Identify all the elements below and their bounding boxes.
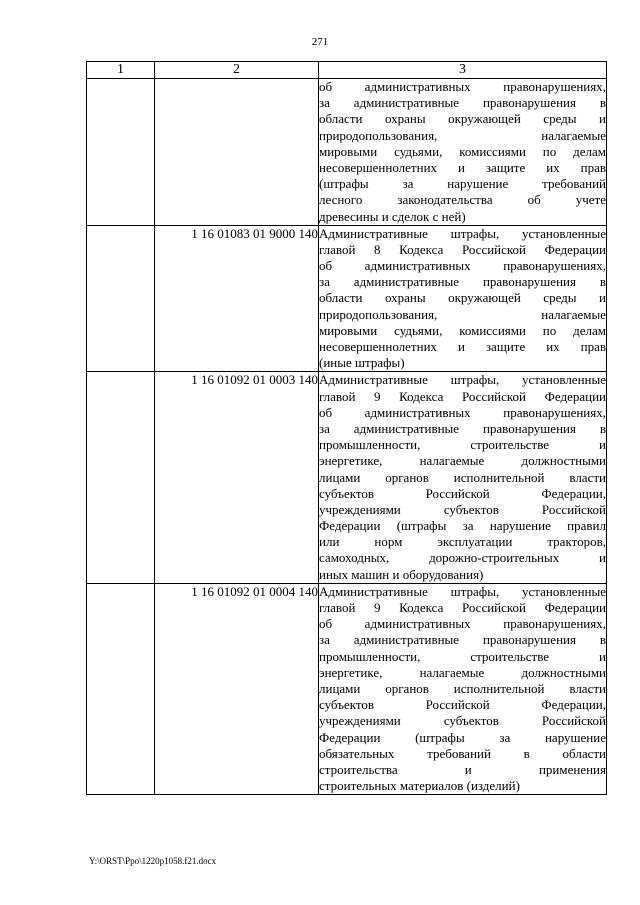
budget-code-cell [155,79,319,226]
description-line: природопользования, налагаемые [319,306,606,322]
description-line: об административных правонарушениях, [319,79,606,94]
description-line: Федерации (штрафы за нарушение правил [319,518,606,534]
row-number-cell [87,372,155,583]
row-number-cell [87,583,155,794]
description-line: природопользования, налагаемые [319,127,606,143]
table-row [87,583,607,794]
description-line: Административные штрафы, установленные [319,372,606,388]
description-line: Административные штрафы, установленные [319,583,606,599]
description-cell [319,372,607,583]
description-line: лесного законодательства об учете [319,192,606,208]
description-line: главой 9 Кодекса Российской Федерации [319,388,606,404]
description-line: субъектов Российской Федерации, [319,697,606,713]
description-line: строительства и применения [319,761,606,777]
table-row [87,372,607,583]
description-line: за административные правонарушения в [319,95,606,111]
description-line: иных машин и оборудования) [319,566,484,582]
description-line: строительных материалов (изделий) [319,778,520,794]
file-path-footer: Y:\ORST\Ppo\1220p1058.f21.docx [89,856,217,866]
budget-code-cell: 1 16 01092 01 0004 140 [155,583,319,794]
description-line: древесины и сделок с ней) [319,208,466,224]
description-line: области охраны окружающей среды и [319,111,606,127]
table-header-row [87,62,607,79]
description-line: об административных правонарушениях, [319,258,606,274]
description-line: промышленности, строительстве и [319,648,606,664]
description-line: мировыми судьями, комиссиями по делам [319,322,606,338]
description-line: об административных правонарушениях, [319,404,606,420]
description-cell [319,225,607,372]
description-cell [319,79,607,226]
description-line: за административные правонарушения в [319,420,606,436]
description-line: (иные штрафы) [319,355,405,371]
page-number: 271 [311,36,329,48]
row-number-cell [87,225,155,372]
description-line: лицами органов исполнительной власти [319,469,606,485]
description-line: мировыми судьями, комиссиями по делам [319,143,606,159]
description-line: за административные правонарушения в [319,632,606,648]
description-line: Административные штрафы, установленные [319,225,606,241]
description-line: самоходных, дорожно-строительных и [319,550,606,566]
description-line: субъектов Российской Федерации, [319,485,606,501]
row-number-cell [87,79,155,226]
column-header-2: 2 [155,62,319,79]
table-row [87,225,607,372]
description-line: энергетике, налагаемые должностными [319,664,606,680]
description-line: или норм эксплуатации тракторов, [319,534,606,550]
description-line: несовершеннолетних и защите их прав [319,339,606,354]
description-line: энергетике, налагаемые должностными [319,453,606,469]
table-row [87,79,607,226]
description-line: учреждениями субъектов Российской [319,501,606,517]
budget-code-cell: 1 16 01083 01 9000 140 [155,225,319,372]
description-cell [319,583,607,794]
table-body [87,79,607,795]
description-line: Федерации (штрафы за нарушение [319,729,606,745]
budget-codes-table [86,61,607,795]
column-header-3: 3 [319,62,607,79]
description-line: главой 8 Кодекса Российской Федерации [319,241,606,257]
description-line: обязательных требований в области [319,745,606,761]
description-line: лицами органов исполнительной власти [319,680,606,696]
description-line: за административные правонарушения в [319,274,606,290]
budget-code-cell: 1 16 01092 01 0003 140 [155,372,319,583]
description-line: (штрафы за нарушение требований [319,176,606,192]
description-line: промышленности, строительстве и [319,437,606,453]
description-line: об административных правонарушениях, [319,616,606,632]
column-header-1: 1 [87,62,155,79]
description-line: несовершеннолетних и защите их прав [319,159,606,175]
description-line: учреждениями субъектов Российской [319,713,606,729]
description-line: области охраны окружающей среды и [319,290,606,306]
description-line: главой 9 Кодекса Российской Федерации [319,600,606,615]
